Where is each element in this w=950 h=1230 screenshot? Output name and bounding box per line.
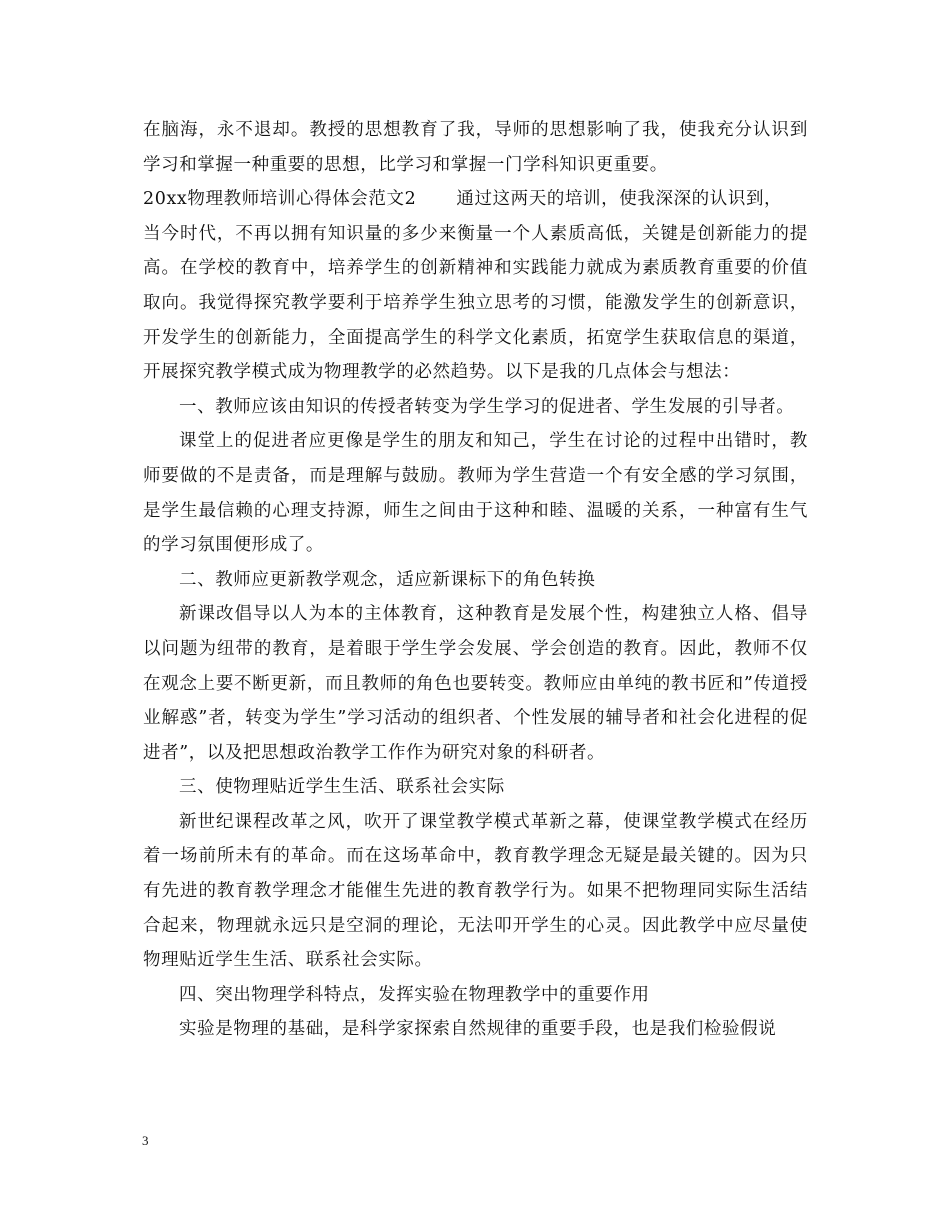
paragraph-point-1: 课堂上的促进者应更像是学生的朋友和知己，学生在讨论的过程中出错时，教师要做的不是责备，而是理解与鼓励。教师为学生营造一个有安全感的学习氛围，是学生最信赖的心理支持源，师生之间由于这种和睦、温暖的关系，一种富有生气的学习氛围便形成了。 (143, 431, 808, 556)
paragraph-point-2: 新课改倡导以人为本的主体教育，这种教育是发展个性，构建独立人格、倡导以问题为纽带的教育，是着眼于学生学会发展、学会创造的教育。因此，教师不仅在观念上要不断更新，而且教师的角色也要转变。教师应由单纯的教书匠和”传道授业解惑”者，转变为学生”学习活动的组织者、个性发展的辅导者和社会化进程的促进者”，以及把思想政治教学工作作为研究对象的科研者。 (143, 604, 808, 763)
point-heading-2: 二、教师应更新教学观念，适应新课标下的角色转换 (179, 569, 596, 590)
section-heading-line (143, 182, 808, 217)
point-heading-3: 三、使物理贴近学生生活、联系社会实际 (179, 777, 505, 798)
paragraph-continuation: 在脑海，永不退却。教授的思想教育了我，导师的思想影响了我，使我充分认识到学习和掌握一种重要的思想，比学习和掌握一门学科知识更重要。 (143, 120, 808, 175)
point-heading-4: 四、突出物理学科特点，发挥实验在物理教学中的重要作用 (179, 984, 650, 1005)
paragraph-point-4: 实验是物理的基础，是科学家探索自然规律的重要手段，也是我们检验假说 (179, 1019, 777, 1040)
document-body (143, 113, 808, 1047)
paragraph-point-3: 新世纪课程改革之风，吹开了课堂教学模式革新之幕，使课堂教学模式在经历着一场前所未有的革命。而在这场革命中，教育教学理念无疑是最关键的。因为只有先进的教育教学理念才能催生先进的教育教学行为。如果不把物理同实际生活结合起来，物理就永远只是空洞的理论，无法叩开学生的心灵。因此教学中应尽量使物理贴近学生生活、联系社会实际。 (143, 811, 808, 971)
heading-gap (416, 182, 456, 217)
section-heading-lead: 通过这两天的培训，使我深深的认识到， (456, 189, 783, 210)
page-number: 3 (142, 1133, 149, 1148)
section-heading-title: 20xx物理教师培训心得体会范文2 (143, 189, 417, 210)
paragraph-intro: 当今时代，不再以拥有知识量的多少来衡量一个人素质高低，关键是创新能力的提高。在学校的教育中，培养学生的创新精神和实践能力就成为素质教育重要的价值取向。我觉得探究教学要利于培养学生独立思考的习惯，能激发学生的创新意识，开发学生的创新能力，全面提高学生的科学文化素质，拓宽学生获取信息的渠道，开展探究教学模式成为物理教学的必然趋势。以下是我的几点体会与想法： (143, 223, 808, 383)
point-heading-1: 一、教师应该由知识的传授者转变为学生学习的促进者、学生发展的引导者。 (179, 396, 795, 417)
